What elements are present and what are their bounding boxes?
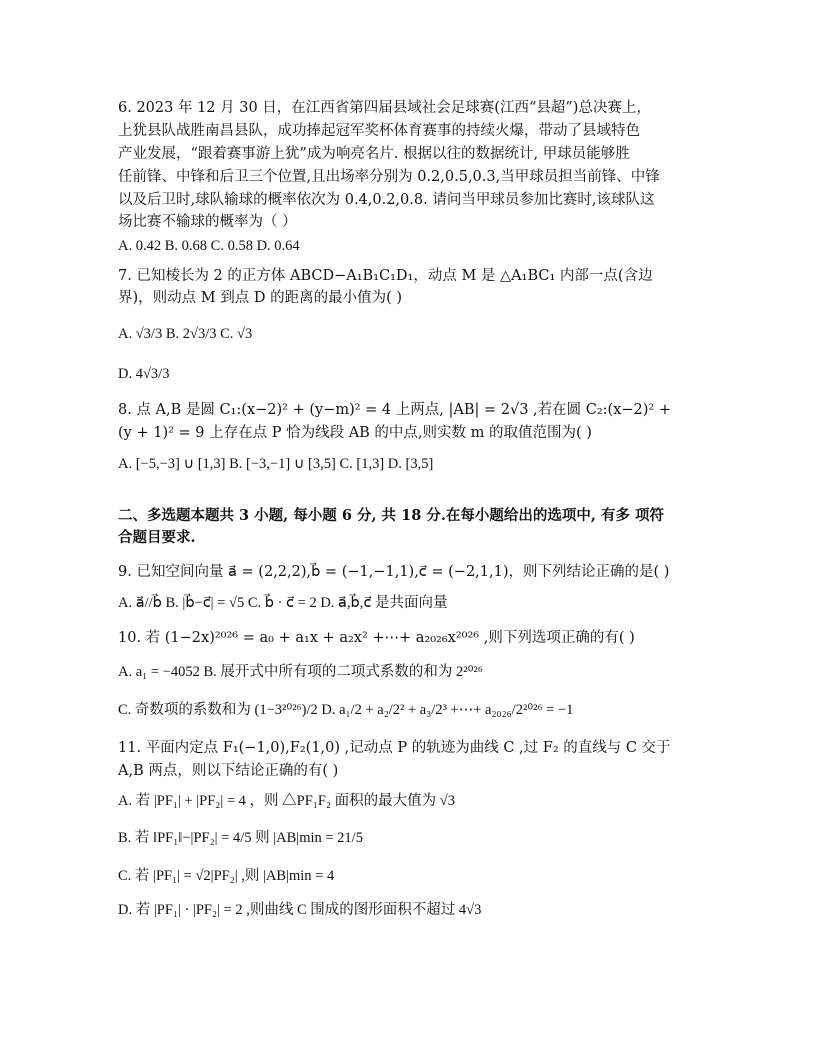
section-2-heading-line-2: 合题目要求.: [118, 529, 196, 546]
q8-options: A. [−5,−3] ∪ [1,3] B. [−3,−1] ∪ [3,5] C. [1,3] D. [3,5]: [118, 456, 434, 472]
q6-line-4: 任前锋、中锋和后卫三个位置,且出场率分别为 0.2,0.5,0.3,当甲球员担当前锋、中锋: [118, 169, 660, 185]
q11-option-b: B. 若 ‖PF₁‖−|PF₂| = 4/5 则 |AB|min = 21/5: [118, 830, 363, 846]
q10-options-2: C. 奇数项的系数和为 (1−3²⁰²⁶)/2 D. a₁/2 + a₂/2² + a₃/2³ +⋯+ a₂₀₂₆/2²⁰²⁶ = −1: [118, 702, 574, 718]
q6-line-5: 以及后卫时,球队输球的概率依次为 0.4,0.2,0.8. 请问当甲球员参加比赛时,该球队这: [118, 192, 655, 208]
q11-line-2: A,B 两点，则以下结论正确的有( ): [118, 763, 339, 779]
q11-option-c: C. 若 |PF₁| = √2|PF₂| ,则 |AB|min = 4: [118, 868, 335, 884]
section-2-heading-line-1: 二、多选题本题共 3 小题, 每小题 6 分, 共 18 分.在每小题给出的选项中, 有多 项符: [118, 507, 665, 524]
q7-line-1: 7. 已知棱长为 2 的正方体 ABCD−A₁B₁C₁D₁，动点 M 是 △A₁BC₁ 内部一点(含边: [118, 268, 653, 284]
q7-options-1: A. √3/3 B. 2√3/3 C. √3: [118, 326, 253, 342]
q9-options: A. a⃗//b⃗ B. |b⃗−c⃗| = √5 C. b⃗ · c⃗ = 2 D. a⃗,b⃗,c⃗ 是共面向量: [118, 595, 448, 611]
q6-line-6: 场比赛不输球的概率为（ ）: [118, 214, 297, 230]
q10-stem: 10. 若 (1−2x)²⁰²⁶ = a₀ + a₁x + a₂x² +⋯+ a₂₀₂₆x²⁰²⁶ ,则下列选项正确的有( ): [118, 630, 635, 646]
q6-options: A. 0.42 B. 0.68 C. 0.58 D. 0.64: [118, 238, 300, 254]
q7-line-2: 界)，则动点 M 到点 D 的距离的最小值为( ): [118, 290, 402, 306]
q6-line-3: 产业发展，“跟着赛事游上犹”成为响亮名片. 根据以往的数据统计, 甲球员能够胜: [118, 146, 630, 162]
q11-line-1: 11. 平面内定点 F₁(−1,0),F₂(1,0) ,记动点 P 的轨迹为曲线 C ,过 F₂ 的直线与 C 交于: [118, 740, 671, 756]
q7-options-2: D. 4√3/3: [118, 366, 170, 382]
q8-line-1: 8. 点 A,B 是圆 C₁:(x−2)² + (y−m)² = 4 上两点, |AB| = 2√3 ,若在圆 C₂:(x−2)² +: [118, 402, 671, 418]
q9-stem: 9. 已知空间向量 a⃗ = (2,2,2),b⃗ = (−1,−1,1),c⃗ = (−2,1,1)，则下列结论正确的是( ): [118, 564, 670, 580]
q10-options-1: A. a₁ = −4052 B. 展开式中所有项的二项式系数的和为 2²⁰²⁶: [118, 664, 483, 680]
q6-line-2: 上犹县队战胜南昌县队，成功捧起冠军奖杯体育赛事的持续火爆，带动了县域特色: [118, 123, 640, 139]
q8-line-2: (y + 1)² = 9 上存在点 P 恰为线段 AB 的中点,则实数 m 的取值范围为( ): [118, 425, 592, 441]
q6-line-1: 6. 2023 年 12 月 30 日，在江西省第四届县域社会足球赛(江西“县超”)总决赛上，: [118, 100, 651, 116]
q11-option-a: A. 若 |PF₁| + |PF₂| = 4 ，则 △PF₁F₂ 面积的最大值为 √3: [118, 793, 455, 809]
q11-option-d: D. 若 |PF₁| · |PF₂| = 2 ,则曲线 C 围成的图形面积不超过 4√3: [118, 902, 482, 918]
